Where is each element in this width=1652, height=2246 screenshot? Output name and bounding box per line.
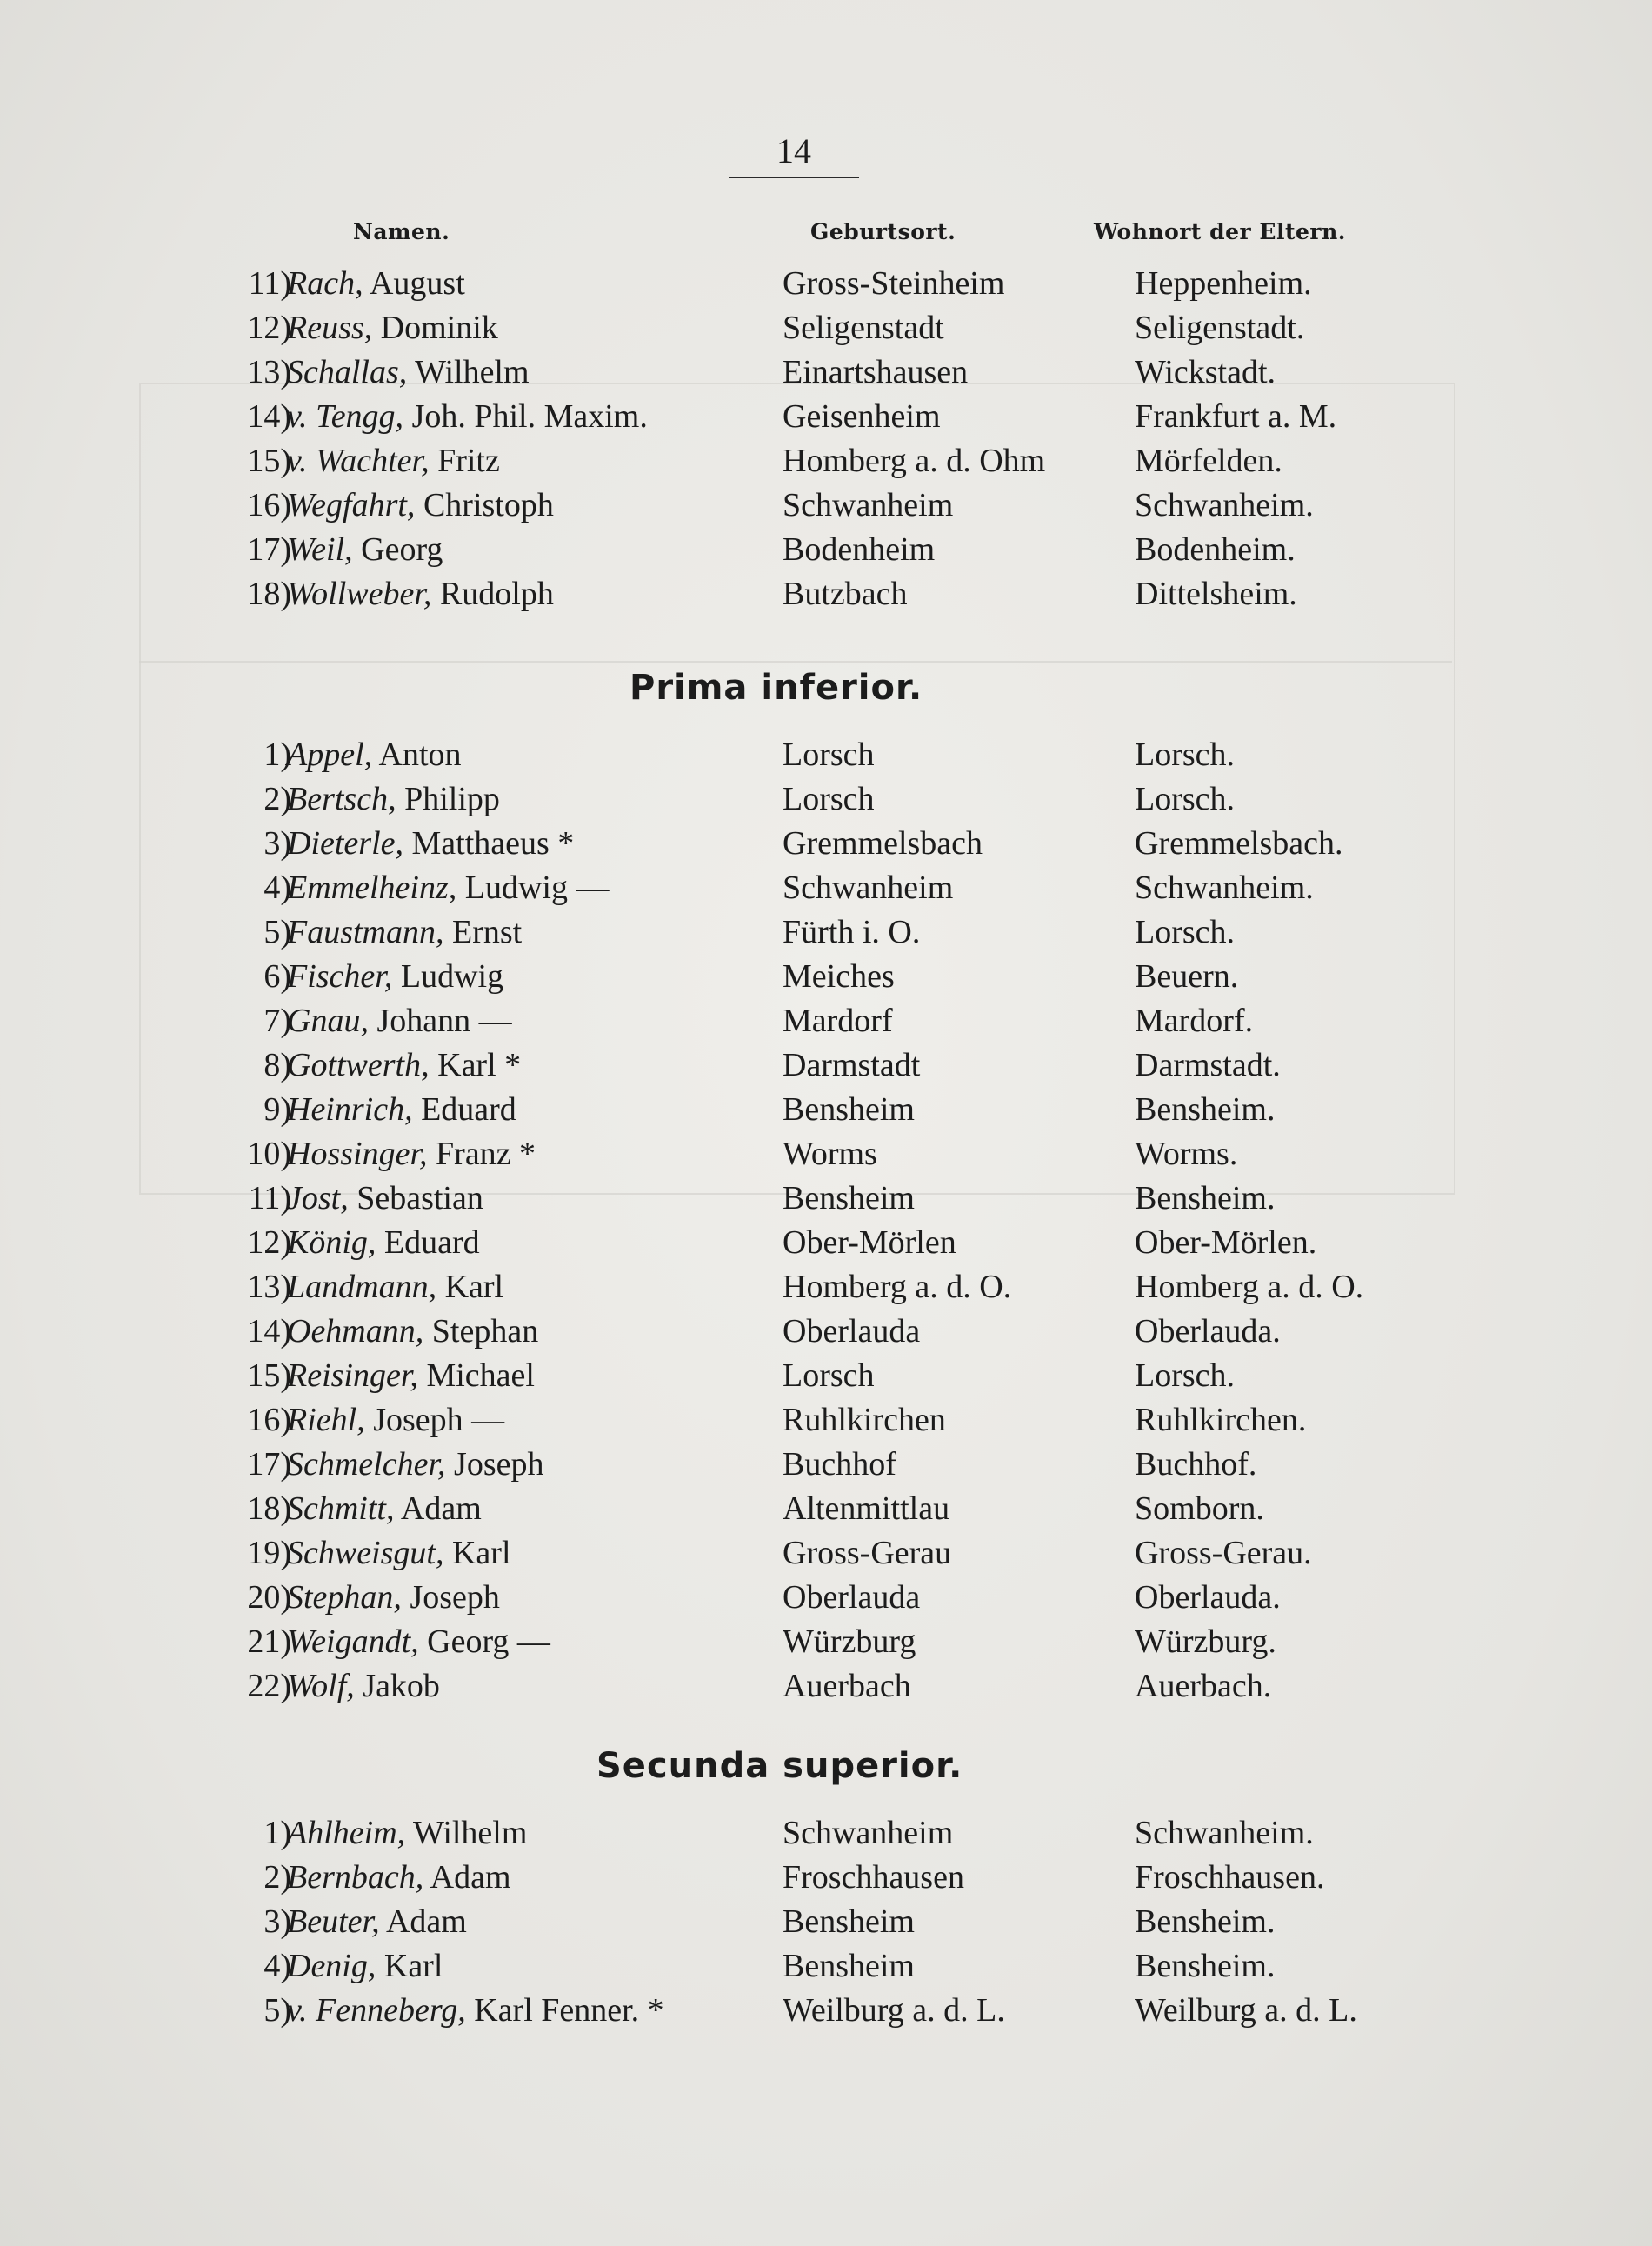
list-item: 13) Schallas, Wilhelm Einartshausen Wickstadt.	[247, 354, 1276, 390]
list-item: 14) v. Tengg, Joh. Phil. Maxim. Geisenheim Frankfurt a. M.	[247, 398, 1337, 435]
list-item: 12) König, Eduard Ober-Mörlen Ober-Mörlen.	[247, 1224, 1317, 1261]
entry-list-prima-inferior	[0, 733, 1652, 1709]
list-item: 17) Schmelcher, Joseph Buchhof Buchhof.	[247, 1446, 1257, 1483]
entry-list-continuation	[0, 262, 1652, 616]
list-item: 18) Schmitt, Adam Altenmittlau Somborn.	[247, 1490, 1264, 1527]
header-names: Namen.	[353, 219, 450, 244]
header-birthplace: Geburtsort.	[810, 219, 956, 244]
entry-list-secunda-superior	[0, 1811, 1652, 2033]
list-item: 14) Oehmann, Stephan Oberlauda Oberlauda.	[247, 1313, 1281, 1350]
list-item: 13) Landmann, Karl Homberg a. d. O. Homberg a. d. O.	[247, 1269, 1364, 1305]
list-item: 20) Stephan, Joseph Oberlauda Oberlauda.	[247, 1579, 1281, 1616]
list-item: 22) Wolf, Jakob Auerbach Auerbach.	[247, 1668, 1272, 1704]
list-item: 15) v. Wachter, Fritz Homberg a. d. Ohm Mörfelden.	[247, 443, 1282, 479]
list-item: 11) Rach, August Gross-Steinheim Heppenheim.	[248, 265, 1312, 302]
list-item: 10) Hossinger, Franz * Worms Worms.	[247, 1136, 1238, 1172]
list-item: 9) Heinrich, Eduard Bensheim Bensheim.	[263, 1091, 1276, 1128]
list-item: 2) Bernbach, Adam Froschhausen Froschhausen.	[263, 1859, 1325, 1896]
list-item: 3) Dieterle, Matthaeus * Gremmelsbach Gremmelsbach.	[263, 825, 1343, 862]
list-item: 3) Beuter, Adam Bensheim Bensheim.	[263, 1903, 1276, 1940]
list-item: 4) Emmelheinz, Ludwig — Schwanheim Schwanheim.	[263, 870, 1314, 906]
list-item: 19) Schweisgut, Karl Gross-Gerau Gross-Gerau.	[247, 1535, 1312, 1571]
list-item: 6) Fischer, Ludwig Meiches Beuern.	[263, 958, 1239, 995]
list-item: 4) Denig, Karl Bensheim Bensheim.	[263, 1948, 1276, 1984]
list-item: 5) Faustmann, Ernst Fürth i. O. Lorsch.	[263, 914, 1236, 950]
list-item: 21) Weigandt, Georg — Würzburg Würzburg.	[247, 1623, 1276, 1660]
list-item: 5) v. Fenneberg, Karl Fenner. * Weilburg a. d. L. Weilburg a. d. L.	[263, 1992, 1357, 2029]
list-item: 16) Wegfahrt, Christoph Schwanheim Schwanheim.	[247, 487, 1314, 523]
list-item: 16) Riehl, Joseph — Ruhlkirchen Ruhlkirchen.	[247, 1402, 1307, 1438]
list-item: 18) Wollweber, Rudolph Butzbach Dittelsheim.	[247, 576, 1297, 612]
header-residence: Wohnort der Eltern.	[1094, 219, 1346, 244]
page-number-rule	[729, 177, 859, 178]
list-item: 1) Ahlheim, Wilhelm Schwanheim Schwanheim.	[263, 1815, 1314, 1851]
bleed-through-rule	[139, 661, 1452, 663]
list-item: 7) Gnau, Johann — Mardorf Mardorf.	[263, 1003, 1254, 1039]
list-item: 17) Weil, Georg Bodenheim Bodenheim.	[247, 531, 1296, 568]
page-number: 14	[776, 131, 811, 170]
list-item: 11) Jost, Sebastian Bensheim Bensheim.	[248, 1180, 1276, 1216]
list-item: 12) Reuss, Dominik Seligenstadt Seligenstadt.	[247, 310, 1305, 346]
list-item: 2) Bertsch, Philipp Lorsch Lorsch.	[263, 781, 1236, 817]
list-item: 8) Gottwerth, Karl * Darmstadt Darmstadt.	[263, 1047, 1281, 1083]
section-title-prima-inferior: Prima inferior.	[629, 668, 923, 708]
section-title-secunda-superior: Secunda superior.	[596, 1746, 963, 1786]
list-item: 1) Appel, Anton Lorsch Lorsch.	[263, 736, 1236, 773]
list-item: 15) Reisinger, Michael Lorsch Lorsch.	[247, 1357, 1236, 1394]
